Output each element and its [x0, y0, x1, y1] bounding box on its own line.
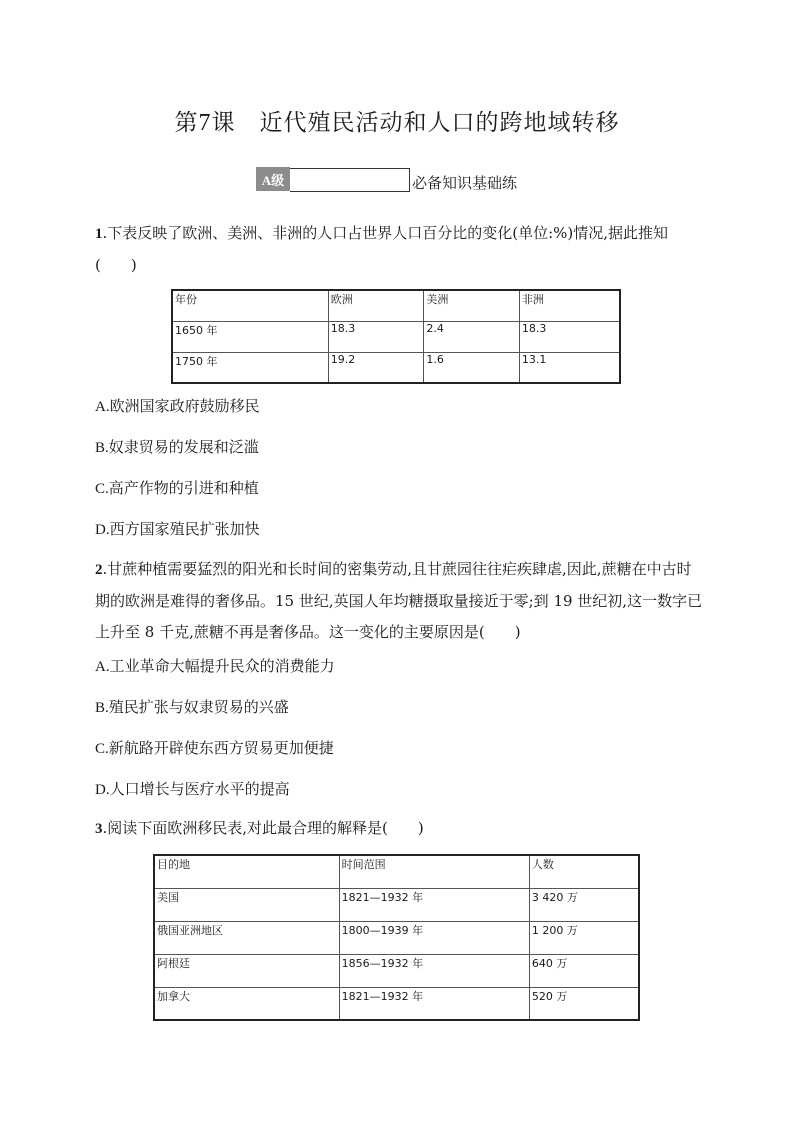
table-header-cell: 时间范围	[339, 855, 529, 888]
question-2-option-a[interactable]	[95, 655, 335, 676]
table-cell: 18.3	[328, 321, 424, 352]
table-cell: 13.1	[519, 352, 620, 383]
table-cell: 1650 年	[172, 321, 328, 352]
table-cell: 1.6	[424, 352, 520, 383]
table-cell: 1750 年	[172, 352, 328, 383]
table-cell: 3 420 万	[529, 888, 639, 921]
table-cell: 1821—1932 年	[339, 888, 529, 921]
table-cell: 美国	[154, 888, 339, 921]
table-cell: 19.2	[328, 352, 424, 383]
title-prefix: 第	[174, 110, 199, 136]
question-3-number: 3	[95, 821, 103, 837]
question-1-option-c[interactable]	[95, 477, 259, 498]
question-2-option-c[interactable]	[95, 737, 334, 758]
level-header	[256, 165, 517, 193]
table-header-cell: 人数	[529, 855, 639, 888]
table-cell: 1821—1932 年	[339, 987, 529, 1020]
question-1-table	[171, 289, 621, 384]
table-cell: 2.4	[424, 321, 520, 352]
question-3-table	[153, 854, 640, 1021]
table-row	[154, 987, 639, 1020]
table-header-cell: 非洲	[519, 290, 620, 321]
question-2-option-b[interactable]	[95, 696, 289, 717]
option-letter: C.	[95, 481, 109, 497]
table-header-cell: 年份	[172, 290, 328, 321]
option-letter: D.	[95, 782, 110, 798]
table-cell: 加拿大	[154, 987, 339, 1020]
table-header-cell: 欧洲	[328, 290, 424, 321]
question-2-option-d[interactable]	[95, 778, 290, 799]
question-1-text: .下表反映了欧洲、美洲、非洲的人口占世界人口百分比的变化(单位:%)情况,据此推知( )	[95, 224, 669, 274]
level-text: 必备知识基础练	[412, 174, 518, 192]
table-row	[154, 888, 639, 921]
option-letter: C.	[95, 741, 109, 757]
table-header-row	[154, 855, 639, 888]
option-letter: D.	[95, 522, 110, 538]
question-1-option-a[interactable]	[95, 395, 260, 416]
table-cell: 640 万	[529, 954, 639, 987]
question-1-option-d[interactable]	[95, 518, 260, 539]
option-text: 奴隶贸易的发展和泛滥	[108, 438, 259, 456]
table-cell: 520 万	[529, 987, 639, 1020]
option-text: 新航路开辟使东西方贸易更加便捷	[108, 739, 334, 757]
question-1-option-b[interactable]	[95, 436, 259, 457]
option-letter: B.	[95, 700, 109, 716]
table-cell: 18.3	[519, 321, 620, 352]
table-cell: 阿根廷	[154, 954, 339, 987]
table-header-row	[172, 290, 620, 321]
option-text: 人口增长与医疗水平的提高	[109, 780, 290, 798]
question-2-number: 2	[95, 562, 103, 578]
question-2-text: .甘蔗种植需要猛烈的阳光和长时间的密集劳动,且甘蔗园往往疟疾肆虐,因此,蔗糖在中古时期的欧洲是难得的奢侈品。15 世纪,英国人年均糖摄取量接近于零;到 19 世纪初,这一数字已上升至 8 千克,蔗糖不再是奢侈品。这一变化的主要原因是( )	[95, 560, 703, 641]
option-letter: A.	[95, 659, 110, 675]
table-row	[154, 954, 639, 987]
question-2-stem	[95, 554, 705, 648]
question-3-text: .阅读下面欧洲移民表,对此最合理的解释是( )	[102, 819, 424, 837]
question-1-number: 1	[95, 226, 103, 242]
option-letter: A.	[95, 399, 110, 415]
option-text: 殖民扩张与奴隶贸易的兴盛	[108, 698, 289, 716]
table-row	[172, 352, 620, 383]
table-row	[172, 321, 620, 352]
question-3-stem	[95, 813, 705, 845]
option-text: 高产作物的引进和种植	[108, 479, 259, 497]
level-blank-box	[290, 168, 410, 192]
option-text: 西方国家殖民扩张加快	[109, 520, 260, 538]
table-row	[154, 921, 639, 954]
table-cell: 1 200 万	[529, 921, 639, 954]
table-cell: 1800—1939 年	[339, 921, 529, 954]
lesson-title	[0, 104, 794, 137]
title-number: 7	[198, 110, 212, 136]
table-header-cell: 目的地	[154, 855, 339, 888]
option-text: 工业革命大幅提升民众的消费能力	[109, 657, 335, 675]
question-1-stem	[95, 218, 705, 281]
level-badge: A级	[256, 167, 290, 191]
option-text: 欧洲国家政府鼓励移民	[109, 397, 260, 415]
option-letter: B.	[95, 440, 109, 456]
table-cell: 俄国亚洲地区	[154, 921, 339, 954]
table-cell: 1856—1932 年	[339, 954, 529, 987]
title-suffix: 课 近代殖民活动和人口的跨地域转移	[211, 110, 620, 136]
table-header-cell: 美洲	[424, 290, 520, 321]
